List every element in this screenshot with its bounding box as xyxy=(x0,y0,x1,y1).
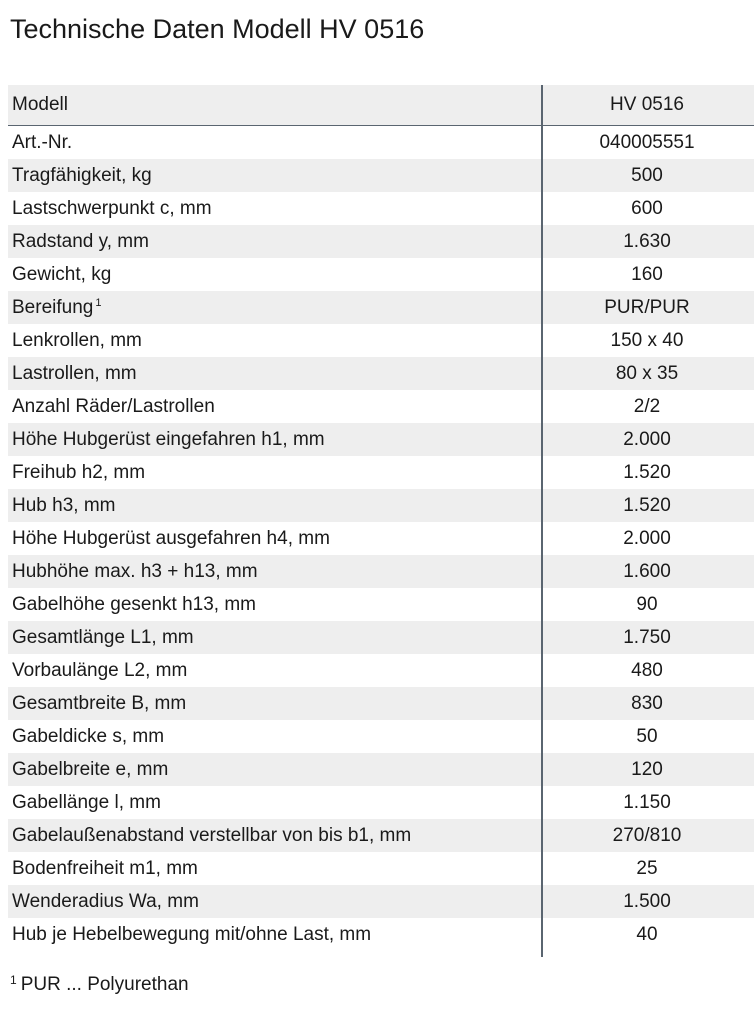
row-label xyxy=(8,891,540,913)
row-label xyxy=(8,792,540,814)
row-value: 480 xyxy=(631,659,663,681)
row-label-text: Gabellänge l, mm xyxy=(12,791,161,813)
row-value: 40 xyxy=(636,923,658,945)
row-value: 80 x 35 xyxy=(615,362,679,384)
table-row xyxy=(8,885,754,918)
footnote-text: PUR ... Polyurethan xyxy=(20,974,189,995)
table-row xyxy=(8,291,754,324)
row-value: 1.750 xyxy=(623,626,671,648)
header-value: HV 0516 xyxy=(610,94,684,115)
table-row xyxy=(8,357,754,390)
row-label-text: Bereifung xyxy=(12,296,94,318)
row-label-text: Gesamtlänge L1, mm xyxy=(12,626,194,648)
table-row xyxy=(8,621,754,654)
row-label xyxy=(8,825,540,847)
row-label xyxy=(8,561,540,583)
row-label xyxy=(8,528,540,550)
row-value: 90 xyxy=(636,593,658,615)
row-value: 1.150 xyxy=(623,791,671,813)
row-label xyxy=(8,660,540,682)
row-value: 50 xyxy=(636,725,658,747)
row-label-text: Radstand y, mm xyxy=(12,230,149,252)
row-value: 2.000 xyxy=(623,527,671,549)
row-label xyxy=(8,594,540,616)
table-row xyxy=(8,522,754,555)
row-label-text: Höhe Hubgerüst eingefahren h1, mm xyxy=(12,428,325,450)
row-value: 160 xyxy=(631,263,663,285)
row-value: 1.520 xyxy=(623,494,671,516)
row-label-text: Lastschwerpunkt c, mm xyxy=(12,197,212,219)
row-label-text: Gewicht, kg xyxy=(12,263,112,285)
row-value: 1.500 xyxy=(623,890,671,912)
table-row xyxy=(8,588,754,621)
table-row xyxy=(8,159,754,192)
table-header xyxy=(8,85,754,126)
table-row xyxy=(8,918,754,951)
row-label-text: Vorbaulänge L2, mm xyxy=(12,659,188,681)
row-label-text: Gesamtbreite B, mm xyxy=(12,692,187,714)
table-row xyxy=(8,720,754,753)
row-value: 600 xyxy=(631,197,663,219)
table-row xyxy=(8,390,754,423)
table-row xyxy=(8,819,754,852)
footnote-mark: 1 xyxy=(10,973,17,987)
table-body xyxy=(8,126,754,951)
row-label xyxy=(8,264,540,286)
row-label xyxy=(8,330,540,352)
row-label xyxy=(8,297,540,319)
row-label xyxy=(8,726,540,748)
table-row xyxy=(8,324,754,357)
table-row xyxy=(8,654,754,687)
row-label-text: Wenderadius Wa, mm xyxy=(12,890,199,912)
row-label-text: Gabelhöhe gesenkt h13, mm xyxy=(12,593,256,615)
row-value: 1.520 xyxy=(623,461,671,483)
column-divider xyxy=(541,85,543,957)
row-label xyxy=(8,363,540,385)
row-label-text: Gabeldicke s, mm xyxy=(12,725,165,747)
row-label xyxy=(8,165,540,187)
row-label xyxy=(8,693,540,715)
spec-table xyxy=(8,85,754,951)
row-label-text: Anzahl Räder/Lastrollen xyxy=(12,395,215,417)
row-label xyxy=(8,429,540,451)
header-label: Modell xyxy=(12,94,68,115)
row-label-text: Höhe Hubgerüst ausgefahren h4, mm xyxy=(12,527,330,549)
table-row xyxy=(8,555,754,588)
row-label-text: Hubhöhe max. h3 + h13, mm xyxy=(12,560,258,582)
table-row xyxy=(8,423,754,456)
row-label xyxy=(8,462,540,484)
row-label-text: Gabelaußenabstand verstellbar von bis b1, mm xyxy=(12,824,412,846)
row-label-text: Lastrollen, mm xyxy=(12,362,137,384)
page-title: Technische Daten Modell HV 0516 xyxy=(10,14,425,44)
row-value: 500 xyxy=(631,164,663,186)
row-label-text: Hub je Hebelbewegung mit/ohne Last, mm xyxy=(12,923,372,945)
row-label-text: Gabelbreite e, mm xyxy=(12,758,169,780)
table-row xyxy=(8,456,754,489)
row-label xyxy=(8,495,540,517)
table-row xyxy=(8,852,754,885)
row-value: 150 x 40 xyxy=(610,329,684,351)
row-label xyxy=(8,858,540,880)
table-row xyxy=(8,753,754,786)
row-label-text: Hub h3, mm xyxy=(12,494,116,516)
footnote xyxy=(10,973,189,996)
row-value: PUR/PUR xyxy=(604,296,690,318)
row-label-text: Freihub h2, mm xyxy=(12,461,146,483)
row-value: 2/2 xyxy=(633,395,661,417)
row-label xyxy=(8,759,540,781)
table-row xyxy=(8,489,754,522)
row-value: 1.600 xyxy=(623,560,671,582)
row-value: 25 xyxy=(636,857,658,879)
row-label xyxy=(8,627,540,649)
row-label-text: Bodenfreiheit m1, mm xyxy=(12,857,198,879)
table-row xyxy=(8,192,754,225)
row-label xyxy=(8,396,540,418)
row-value: 2.000 xyxy=(623,428,671,450)
table-row xyxy=(8,225,754,258)
table-row xyxy=(8,126,754,159)
row-label xyxy=(8,132,540,154)
row-label xyxy=(8,231,540,253)
row-value: 270/810 xyxy=(612,824,682,846)
row-label xyxy=(8,198,540,220)
table-row xyxy=(8,258,754,291)
row-label-text: Art.-Nr. xyxy=(12,131,73,153)
footnote-reference: 1 xyxy=(95,296,102,309)
row-label xyxy=(8,924,540,946)
row-label-text: Tragfähigkeit, kg xyxy=(12,164,152,186)
table-row xyxy=(8,687,754,720)
row-value: 040005551 xyxy=(599,131,695,153)
table-row xyxy=(8,786,754,819)
row-value: 1.630 xyxy=(623,230,671,252)
row-label-text: Lenkrollen, mm xyxy=(12,329,142,351)
row-value: 120 xyxy=(631,758,663,780)
row-value: 830 xyxy=(631,692,663,714)
